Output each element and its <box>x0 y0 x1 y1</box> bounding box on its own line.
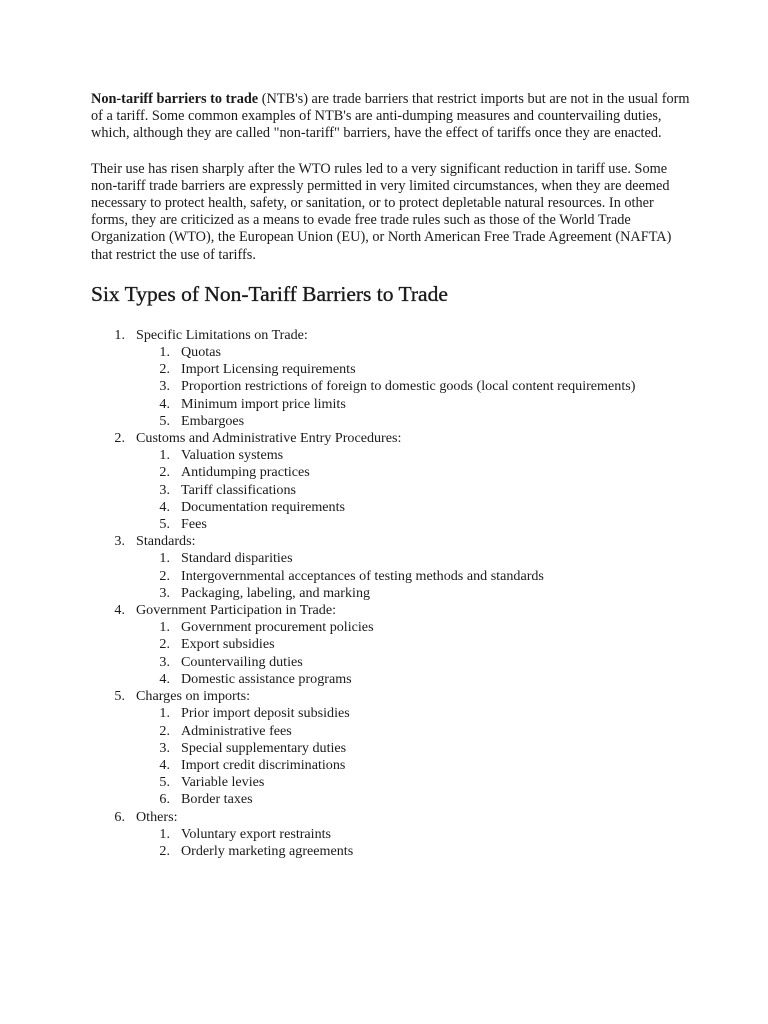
barrier-subtype-item <box>91 585 688 602</box>
barrier-subtype-label: Fees <box>181 516 207 533</box>
barrier-subtype-item <box>91 378 688 395</box>
list-number: 3. <box>159 584 170 601</box>
intro-paragraph-1-text: (NTB's) are trade barriers that restrict imports but are not in the usual form of a tariff. Some common examples of NTB's are anti-dumping measures and countervailing duties, which, although they are called "non-tariff" barriers, have the effect of tariffs once they are enacted. <box>91 91 690 142</box>
list-number: 1. <box>159 447 170 464</box>
barrier-types-list <box>91 327 688 860</box>
barrier-type-item <box>91 602 688 688</box>
list-number: 5. <box>159 516 170 533</box>
list-number: 4. <box>159 756 170 773</box>
barrier-subtype-label: Documentation requirements <box>181 498 345 515</box>
barrier-subtype-list <box>136 344 688 430</box>
list-number: 4. <box>159 670 170 687</box>
barrier-type-label: Customs and Administrative Entry Procedures: <box>136 430 402 447</box>
list-number: 5. <box>159 412 170 429</box>
list-number: 4. <box>159 395 170 412</box>
barrier-subtype-list <box>136 550 688 602</box>
list-number: 1. <box>159 619 170 636</box>
list-number: 3. <box>159 378 170 395</box>
barrier-subtype-item <box>91 636 688 653</box>
barrier-subtype-item <box>91 550 688 567</box>
list-number: 3. <box>159 739 170 756</box>
list-number: 2. <box>159 464 170 481</box>
list-number: 2. <box>159 636 170 653</box>
intro-bold-term: Non-tariff barriers to trade <box>91 91 259 107</box>
barrier-type-label: Standards: <box>136 533 196 550</box>
barrier-subtype-label: Packaging, labeling, and marking <box>181 584 371 601</box>
barrier-subtype-item <box>91 447 688 464</box>
barrier-subtype-label: Quotas <box>181 344 221 361</box>
barrier-subtype-item <box>91 499 688 516</box>
barrier-subtype-label: Tariff classifications <box>181 481 296 498</box>
barrier-subtype-item <box>91 791 688 808</box>
barrier-subtype-label: Minimum import price limits <box>181 395 346 412</box>
barrier-subtype-label: Import credit discriminations <box>181 756 346 773</box>
barrier-type-label: Charges on imports: <box>136 688 251 705</box>
list-number: 6. <box>159 791 170 808</box>
barrier-subtype-label: Antidumping practices <box>181 464 310 481</box>
barrier-subtype-label: Administrative fees <box>181 722 292 739</box>
barrier-subtype-label: Standard disparities <box>181 550 293 567</box>
barrier-subtype-label: Orderly marketing agreements <box>181 842 354 859</box>
barrier-subtype-item <box>91 757 688 774</box>
barrier-subtype-label: Government procurement policies <box>181 619 374 636</box>
list-number: 5. <box>159 774 170 791</box>
barrier-subtype-label: Special supplementary duties <box>181 739 347 756</box>
list-number: 1. <box>159 550 170 567</box>
barrier-subtype-label: Embargoes <box>181 412 245 429</box>
barrier-subtype-label: Prior import deposit subsidies <box>181 705 350 722</box>
barrier-subtype-item <box>91 671 688 688</box>
barrier-subtype-label: Variable levies <box>181 774 265 791</box>
barrier-type-item <box>91 430 688 533</box>
barrier-subtype-label: Intergovernmental acceptances of testing methods and standards <box>181 567 544 584</box>
list-number: 1. <box>159 825 170 842</box>
barrier-subtype-label: Border taxes <box>181 791 253 808</box>
list-number: 3. <box>159 653 170 670</box>
barrier-type-label: Government Participation in Trade: <box>136 602 337 619</box>
barrier-type-item <box>91 688 688 808</box>
barrier-subtype-label: Import Licensing requirements <box>181 361 356 378</box>
barrier-type-label: Others: <box>136 808 178 825</box>
section-heading: Six Types of Non-Tariff Barriers to Trade <box>91 281 448 306</box>
list-number: 2. <box>159 722 170 739</box>
barrier-subtype-list <box>136 826 688 860</box>
barrier-subtype-item <box>91 396 688 413</box>
barrier-subtype-label: Voluntary export restraints <box>181 825 332 842</box>
barrier-subtype-item <box>91 843 688 860</box>
list-number: 4. <box>159 498 170 515</box>
barrier-subtype-item <box>91 705 688 722</box>
barrier-subtype-label: Domestic assistance programs <box>181 670 352 687</box>
barrier-subtype-item <box>91 464 688 481</box>
intro-paragraph-2: Their use has risen sharply after the WTO rules led to a very significant reduction in tariff use. Some non-tariff trade barriers are expressly permitted in very limited circumstances, when they are deemed necessary to protect health, safety, or sanitation, or to protect depletable natural resources. In other forms, they are criticized as a means to evade free trade rules such as those of the World Trade Organization (WTO), the European Union (EU), or North American Free Trade Agreement (NAFTA) that restrict the use of tariffs. <box>91 160 672 263</box>
barrier-subtype-item <box>91 568 688 585</box>
barrier-subtype-item <box>91 482 688 499</box>
barrier-type-item <box>91 809 688 861</box>
barrier-type-item <box>91 327 688 430</box>
barrier-subtype-item <box>91 413 688 430</box>
barrier-subtype-item <box>91 344 688 361</box>
barrier-subtype-label: Proportion restrictions of foreign to domestic goods (local content requirements) <box>181 378 636 395</box>
list-number: 1. <box>159 344 170 361</box>
barrier-subtype-item <box>91 774 688 791</box>
barrier-subtype-label: Countervailing duties <box>181 653 303 670</box>
barrier-subtype-label: Valuation systems <box>181 447 284 464</box>
barrier-type-label: Specific Limitations on Trade: <box>136 326 308 343</box>
list-number: 3. <box>159 481 170 498</box>
barrier-type-item <box>91 533 688 602</box>
list-number: 1. <box>159 705 170 722</box>
list-number: 5. <box>114 688 125 705</box>
barrier-subtype-item <box>91 654 688 671</box>
list-number: 2. <box>114 430 125 447</box>
list-number: 2. <box>159 842 170 859</box>
barrier-subtype-list <box>136 705 688 808</box>
barrier-subtype-item <box>91 361 688 378</box>
intro-paragraph-1 <box>91 91 691 143</box>
barrier-subtype-item <box>91 516 688 533</box>
barrier-subtype-item <box>91 740 688 757</box>
list-number: 6. <box>114 808 125 825</box>
list-number: 4. <box>114 602 125 619</box>
barrier-subtype-label: Export subsidies <box>181 636 275 653</box>
barrier-subtype-item <box>91 826 688 843</box>
list-number: 3. <box>114 533 125 550</box>
list-number: 2. <box>159 567 170 584</box>
barrier-subtype-list <box>136 447 688 533</box>
list-number: 1. <box>114 326 125 343</box>
barrier-subtype-item <box>91 723 688 740</box>
list-number: 2. <box>159 361 170 378</box>
barrier-subtype-item <box>91 619 688 636</box>
barrier-subtype-list <box>136 619 688 688</box>
